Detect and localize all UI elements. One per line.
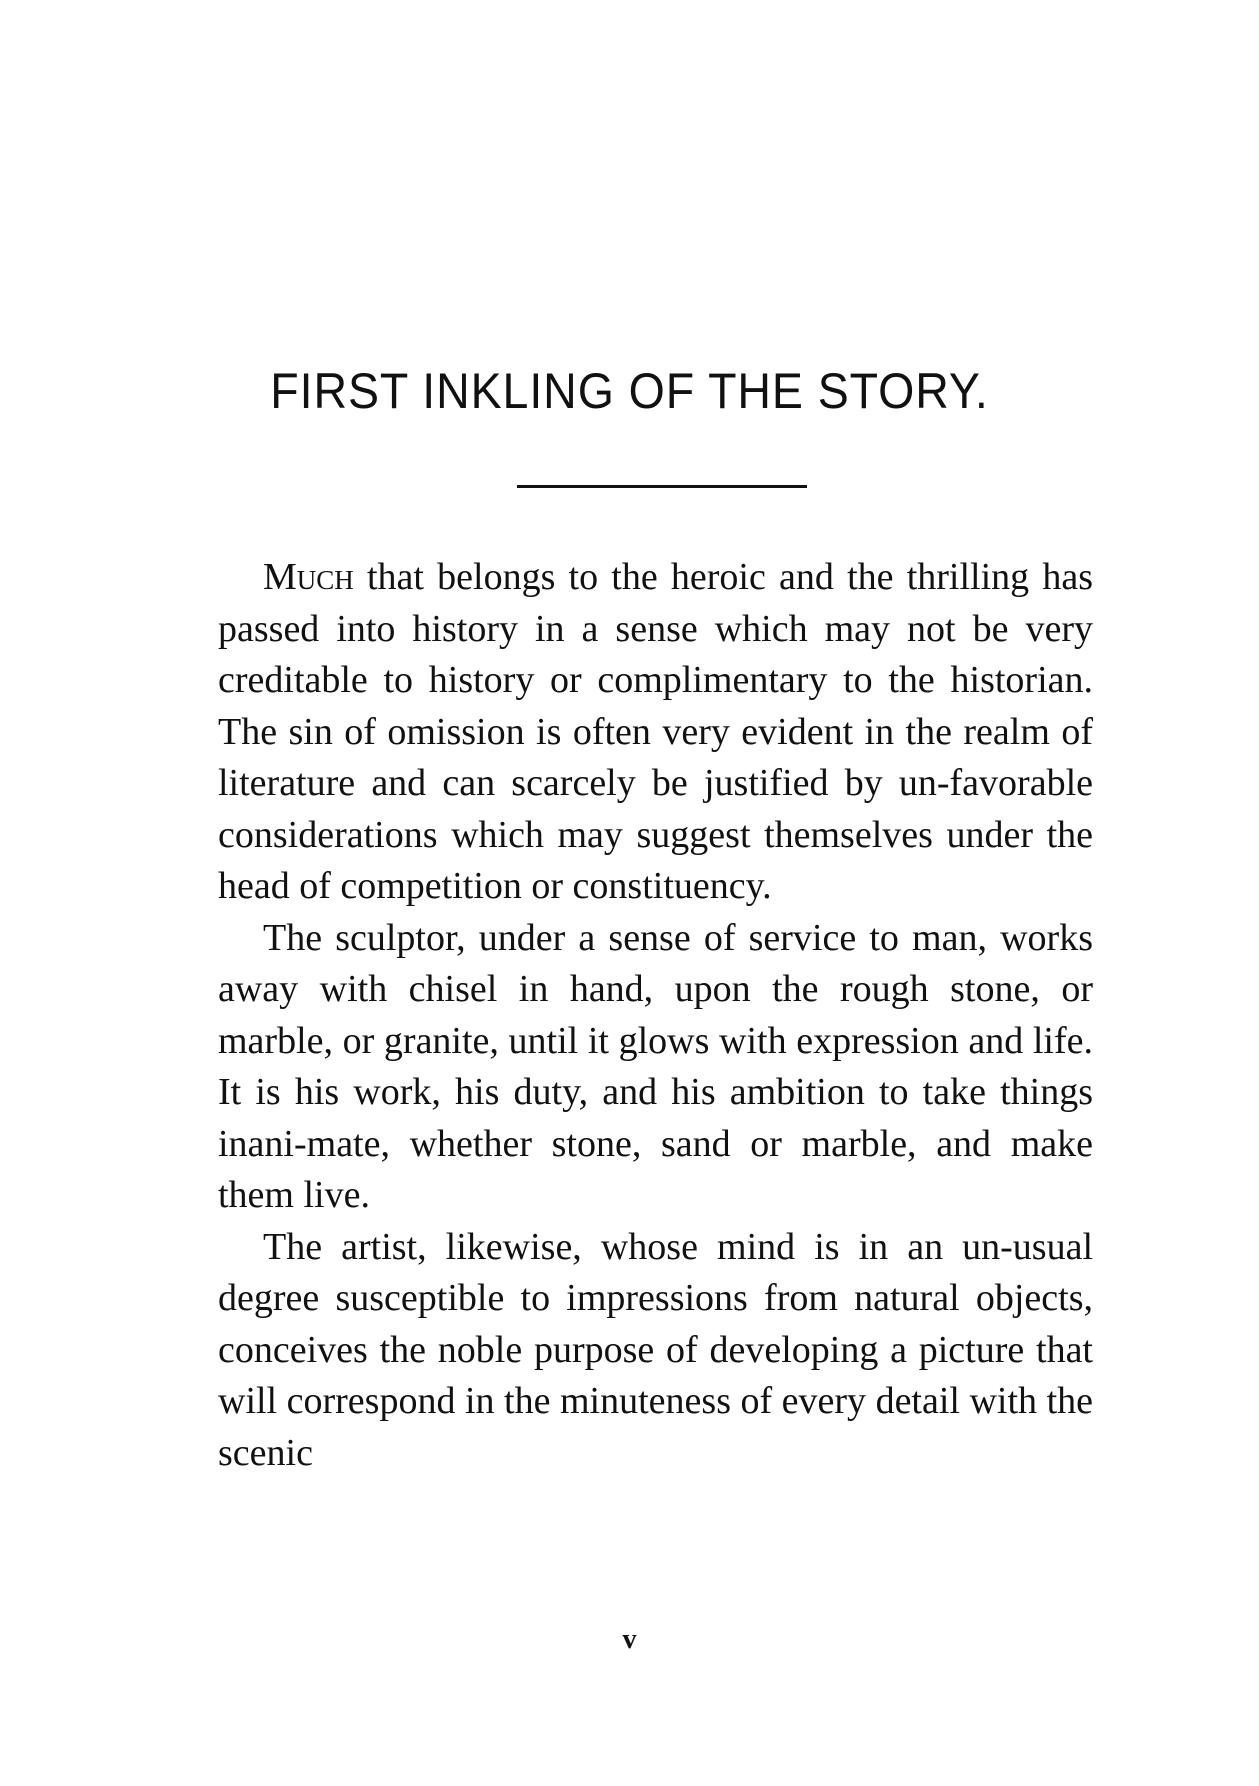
page-number: v xyxy=(622,1624,637,1655)
paragraph-lead-word: Much xyxy=(263,556,354,598)
paragraph-1 xyxy=(218,552,1093,913)
title-divider xyxy=(517,485,807,488)
body-text xyxy=(218,552,1093,1479)
paragraph-2: The sculptor, under a sense of service to man, works away with chisel in hand, upon the rough stone, or marble, or granite, until it glows with expression and life. It is his work, his duty, and his ambition to take things inani-mate, whether stone, sand or marble, and make them live. xyxy=(218,916,1093,1216)
chapter-title: FIRST INKLING OF THE STORY. xyxy=(270,363,989,419)
paragraph-1-text: that belongs to the heroic and the thrilling has passed into history in a sense which may not be very creditable to history or complimentary to the historian. The sin of omission is often very evident in the realm of literature and can scarcely be justified by un-favorable considerations which may suggest themselves under the head of competition or constituency. xyxy=(218,556,1093,907)
paragraph-3: The artist, likewise, whose mind is in an un-usual degree susceptible to impressions from natural objects, conceives the noble purpose of developing a picture that will correspond in the minuteness of every detail with the scenic xyxy=(218,1225,1093,1474)
